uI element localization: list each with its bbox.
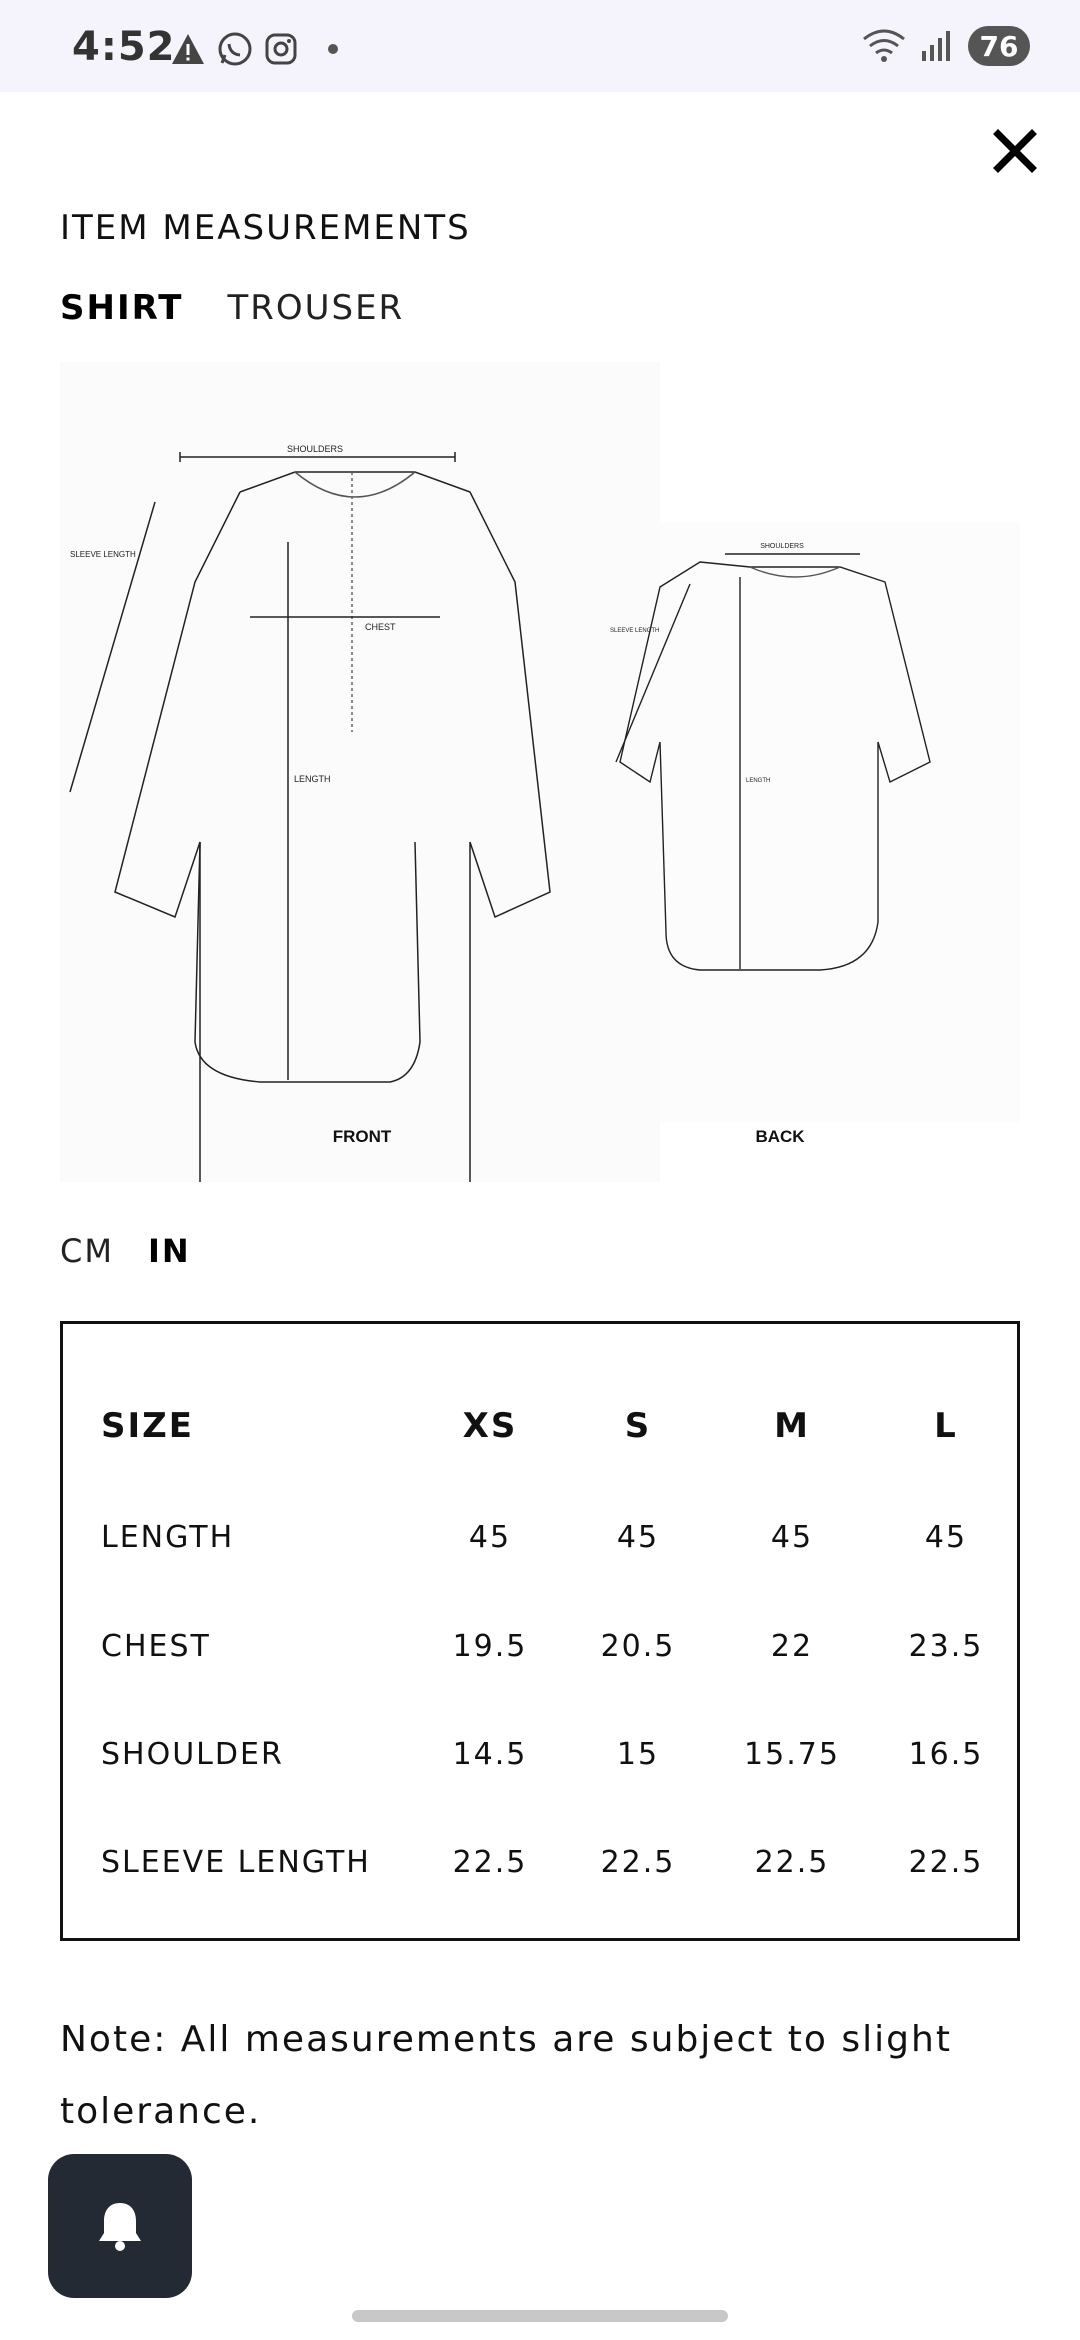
front-shoulders-label: SHOULDERS — [286, 444, 344, 454]
header-s: S — [624, 1406, 652, 1446]
row-label: SLEEVE LENGTH — [101, 1844, 371, 1880]
system-icons — [862, 26, 1030, 66]
cell-value: 22.5 — [754, 1844, 830, 1880]
unit-in[interactable]: IN — [147, 1232, 191, 1270]
garment-tabs — [60, 288, 404, 328]
cell-value: 22.5 — [600, 1844, 676, 1880]
cell-value: 45 — [770, 1519, 814, 1555]
whatsapp-icon — [216, 30, 254, 68]
front-sleeve-length-label: SLEEVE LENGTH — [70, 550, 136, 559]
cell-value: 45 — [924, 1519, 968, 1555]
status-bar — [0, 0, 1080, 92]
table-row — [63, 1616, 1017, 1676]
signal-icon — [920, 29, 954, 63]
back-length-label: LENGTH — [746, 778, 771, 784]
more-notifications-dot — [328, 44, 338, 54]
cell-value: 45 — [616, 1519, 660, 1555]
cell-value: 15.75 — [744, 1736, 840, 1772]
bell-icon — [95, 2199, 145, 2253]
cell-value: 20.5 — [600, 1628, 676, 1664]
instagram-icon — [264, 32, 298, 66]
back-caption: BACK — [755, 1127, 805, 1146]
tolerance-note: Note: All measurements are subject to slight tolerance. — [60, 2019, 952, 2132]
status-time: 4:52 — [72, 24, 176, 70]
notification-icons — [170, 30, 338, 68]
row-label: SHOULDER — [101, 1736, 284, 1772]
back-shoulders-label: SHOULDERS — [760, 543, 804, 550]
table-row — [63, 1832, 1017, 1892]
size-table — [60, 1321, 1020, 1941]
cell-value: 15 — [616, 1736, 660, 1772]
front-chest-label: CHEST — [365, 622, 396, 632]
header-m: M — [774, 1406, 810, 1446]
row-label: CHEST — [101, 1628, 211, 1664]
warning-icon — [170, 32, 206, 66]
table-header-row — [63, 1396, 1017, 1456]
back-sleeve-length-label: SLEEVE LENGTH — [610, 628, 660, 634]
cell-value: 16.5 — [908, 1736, 984, 1772]
tab-shirt[interactable]: SHIRT — [60, 288, 184, 328]
header-size: SIZE — [101, 1406, 195, 1446]
cell-value: 19.5 — [452, 1628, 528, 1664]
notification-bell-button[interactable] — [48, 2154, 192, 2298]
unit-toggle — [60, 1232, 191, 1270]
unit-cm[interactable]: CM — [60, 1232, 114, 1270]
cell-value: 45 — [468, 1519, 512, 1555]
page-title: ITEM MEASUREMENTS — [60, 208, 471, 248]
table-row — [63, 1724, 1017, 1784]
header-l: L — [934, 1406, 958, 1446]
front-caption: FRONT — [332, 1127, 392, 1146]
cell-value: 14.5 — [452, 1736, 528, 1772]
cell-value: 22.5 — [452, 1844, 528, 1880]
row-label: LENGTH — [101, 1519, 235, 1555]
table-row — [63, 1507, 1017, 1567]
cell-value: 22 — [770, 1628, 814, 1664]
front-length-label: LENGTH — [294, 774, 331, 784]
cell-value: 22.5 — [908, 1844, 984, 1880]
home-indicator[interactable] — [352, 2310, 728, 2322]
close-icon[interactable] — [990, 126, 1040, 176]
tab-trouser[interactable]: TROUSER — [227, 288, 405, 328]
header-xs: XS — [462, 1406, 518, 1446]
measurement-diagram — [60, 362, 1020, 1182]
cell-value: 23.5 — [908, 1628, 984, 1664]
battery-icon: 76 — [968, 26, 1030, 66]
wifi-icon — [862, 29, 906, 63]
